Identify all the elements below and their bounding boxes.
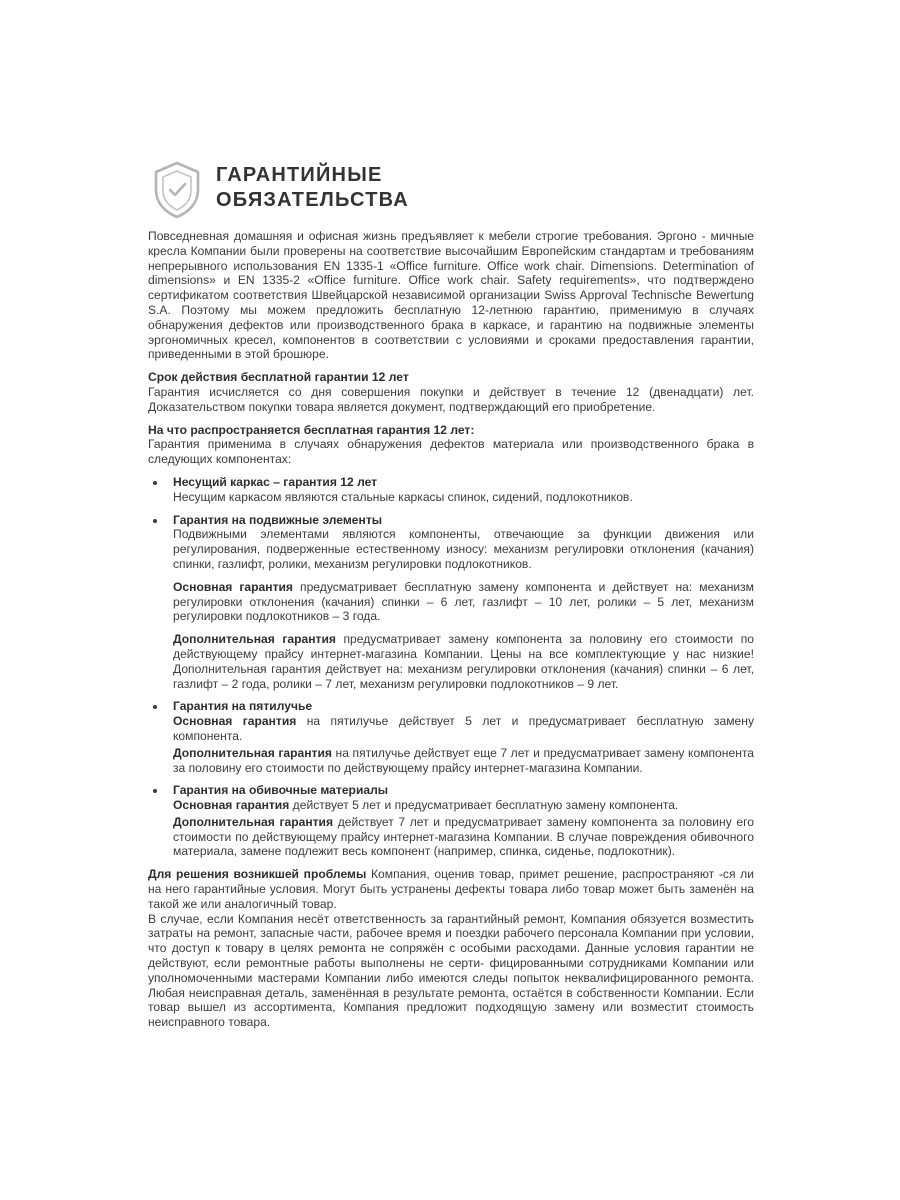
list-item-title: Несущий каркас – гарантия 12 лет <box>173 474 378 489</box>
resolution-paragraph: Для решения возникшей проблемы Компания, оценив товар, примет решение, распространяют -ся ли на него гарантийные условия. Могут быть устранены дефекты товара либо товар может быть заменён на такой же или аналогичный товар. <box>148 867 754 911</box>
extra-warranty-paragraph: Дополнительная гарантия предусматривает замену компонента за половину его стоимости по действующему прайсу интернет-магазина Компании. Цены на все комплектующие у нас низкие! Дополнительная гарантия действует на: механизм регулировки отклонения (качания) спинки – 6 лет, газлифт – 2 года, ролики – 7 лет, механизм регулировки подлокотников – 9 лет. <box>173 632 754 691</box>
list-item-title: Гарантия на пятилучье <box>173 699 313 714</box>
list-item-text: Подвижными элементами являются компоненты, отвечающие за функции движения или регулирования, подверженные естественному износу: механизм регулировки отклонения (качания) спинки, газлифт, ролики, механизм регулировки подлокотников. <box>173 527 754 571</box>
term-paragraph: Гарантия исчисляется со дня совершения покупки и действует в течение 12 (двенадцати) лет. Доказательством покупки товара является документ, подтверждающий его приобретение. <box>148 384 754 414</box>
warranty-text <box>148 229 754 1030</box>
closing-paragraph: В случае, если Компания несёт ответственность за гарантийный ремонт, Компания обязуется возместить затраты на ремонт, запасные части, рабочее время и поездки рабочего персонала Компании при условии, что доступ к товару в целях ремонта не сопряжён с особыми расходами. Данные условия гарантии не действуют, если ремонтные работы выполнены не серти- фицированными сотрудниками Компании или уполномоченными мастерами Компании либо имеются следы попыток неквалифицированного ремонта. Любая неисправная деталь, заменённая в результате ремонта, остаётся в собственности Компании. Если товар вышел из ассортимента, Компания предложит подходящую замену или возместит стоимость неисправного товара. <box>148 911 754 1030</box>
scope-heading: На что распространяется бесплатная гарантия 12 лет: <box>148 422 475 437</box>
main-warranty-paragraph: Основная гарантия действует 5 лет и предусматривает бесплатную замену компонента. <box>173 798 679 813</box>
list-item-base <box>148 699 754 775</box>
shield-check-icon <box>152 160 202 220</box>
list-item-moving-parts <box>148 513 754 692</box>
extra-warranty-paragraph: Дополнительная гарантия на пятилучье действует еще 7 лет и предусматривает замену компонента за половину его стоимости по действующему прайсу интернет-магазина Компании. <box>173 745 754 775</box>
page-title-line2: ОБЯЗАТЕЛЬСТВА <box>216 189 409 211</box>
intro-paragraph: Повседневная домашняя и офисная жизнь предъявляет к мебели строгие требования. Эргоно - мичные кресла Компании были проверены на соответствие высочайшим Европейским стандартам и требованиям непрерывного использования EN 1335-1 «Office furniture. Office work chair. Dimensions. Determination of dimensions» и EN 1335-2 «Office furniture. Office work chair. Safety requirements», что подтверждено сертификатом соответствия Швейцарской независимой организации Swiss Approval Technische Bewertung S.A. Поэтому мы можем предложить бесплатную 12-летнюю гарантию, применимую в случаях обнаружения дефектов или производственного брака в каркасе, и гарантию на подвижные элементы эргономичных кресел, компонентов в соответствии с условиями и сроками предоставления гарантии, приведенными в этой брошюре. <box>148 229 754 362</box>
warranty-list <box>148 475 754 859</box>
main-warranty-paragraph: Основная гарантия на пятилучье действует 5 лет и предусматривает бесплатную замену компонента. <box>173 714 754 743</box>
list-item-title: Гарантия на подвижные элементы <box>173 512 383 527</box>
extra-warranty-paragraph: Дополнительная гарантия действует 7 лет и предусматривает замену компонента за половину его стоимости по действующему прайсу интернет-магазина Компании. В случае повреждения обивочного материала, замене подлежит весь компонент (например, спинка, сиденье, подлокотник). <box>173 814 754 859</box>
page-header <box>152 160 409 220</box>
page-title-line1: ГАРАНТИЙНЫЕ <box>216 164 383 186</box>
term-heading: Срок действия бесплатной гарантии 12 лет <box>148 370 409 385</box>
main-warranty-paragraph: Основная гарантия предусматривает бесплатную замену компонента и действует на: механизм регулировки отклонения (качания) спинки – 6 лет, газлифт – 10 лет, ролики – 5 лет, механизм регулировки подлокотников – 3 года. <box>173 579 754 624</box>
list-item-text: Несущим каркасом являются стальные каркасы спинок, сидений, подлокотников. <box>173 489 633 504</box>
scope-paragraph: Гарантия применима в случаях обнаружения дефектов материала или производственного брака в следующих компонентах: <box>148 437 754 467</box>
list-item-frame <box>148 475 754 505</box>
list-item-upholstery <box>148 783 754 859</box>
list-item-title: Гарантия на обивочные материалы <box>173 783 389 798</box>
page-title <box>216 163 409 213</box>
